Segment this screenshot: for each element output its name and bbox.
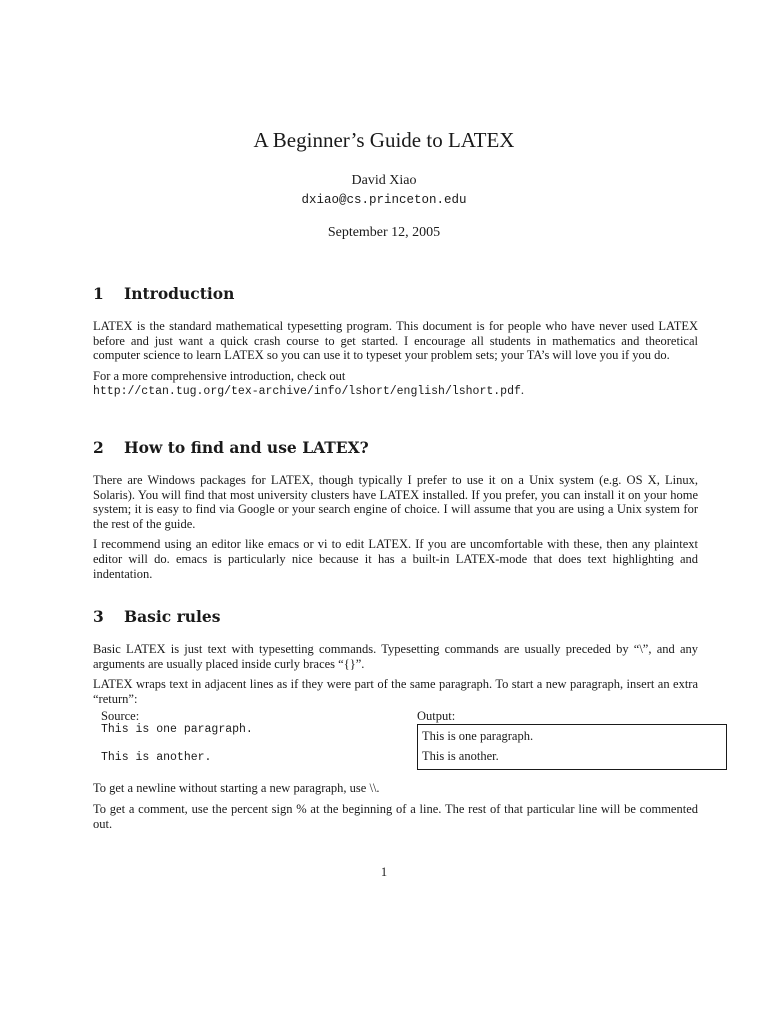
document-author: David Xiao: [351, 173, 417, 188]
section-basic-rules: [93, 607, 698, 831]
document-title: A Beginner’s Guide to LATEX: [253, 128, 515, 152]
section-number: 1: [93, 284, 104, 303]
section-how-to-find: [93, 438, 698, 581]
paragraph: LATEX wraps text in adjacent lines as if they were part of the same paragraph. To start a new paragraph, insert an extra “return”:: [93, 677, 698, 706]
paragraph: Basic LATEX is just text with typesetting commands. Typesetting commands are usually preceded by “\”, and any arguments are usually placed inside curly braces “{}”.: [93, 642, 698, 671]
paragraph: I recommend using an editor like emacs or vi to edit LATEX. If you are uncomfortable with these, then any plaintext editor will do. emacs is particularly nice because it has a built-in LATEX-mode that does text highlighting and indentation.: [93, 537, 698, 581]
output-column: [417, 709, 727, 770]
document-email: dxiao@cs.princeton.edu: [301, 193, 467, 207]
paragraph: To get a newline without starting a new paragraph, use \\.: [93, 781, 380, 796]
section-heading: [93, 438, 698, 457]
source-label: Source:: [101, 709, 140, 724]
paragraph: There are Windows packages for LATEX, though typically I prefer to use it on a Unix system (e.g. OS X, Linux, Solaris). You will find that most university clusters have LATEX installed. If you prefer, you can install it on your home system; it is easy to find via Google or your search engine of choice. I will assume that you are using a Unix system for the rest of the guide.: [93, 473, 698, 531]
output-box: [417, 724, 727, 770]
output-line: This is another.: [422, 749, 499, 764]
source-line: This is another.: [101, 751, 212, 765]
source-column: [101, 709, 401, 765]
source-line: [101, 737, 401, 751]
paragraph: To get a comment, use the percent sign % at the beginning of a line. The rest of that particular line will be commented out.: [93, 801, 698, 831]
paragraph: LATEX is the standard mathematical typesetting program. This document is for people who have never used LATEX before and just want a quick crash course to get started. I encourage all students in mathematics and theoretical computer science to learn LATEX so you can use it to typeset your problem sets; your TA’s will love you if you do.: [93, 319, 698, 363]
document-date: September 12, 2005: [327, 225, 441, 240]
section-number: 3: [93, 607, 104, 626]
section-title: Basic rules: [124, 607, 221, 626]
output-label: Output:: [417, 709, 456, 724]
section-heading: [93, 607, 698, 626]
paragraph: For a more comprehensive introduction, check out: [93, 368, 346, 383]
title-block: [0, 128, 768, 241]
lshort-link[interactable]: http://ctan.tug.org/tex-archive/info/lshort/english/lshort.pdf: [93, 385, 521, 399]
example-columns: [93, 709, 698, 765]
section-number: 2: [93, 438, 104, 457]
section-introduction: [93, 284, 698, 400]
section-title: How to find and use LATEX?: [124, 438, 369, 457]
section-title: Introduction: [124, 284, 235, 303]
page-number: 1: [380, 865, 388, 879]
link-line: http://ctan.tug.org/tex-archive/info/lshort/english/lshort.pdf.: [93, 383, 524, 399]
output-line: This is one paragraph.: [422, 729, 534, 744]
source-line: This is one paragraph.: [101, 723, 253, 737]
section-heading: [93, 284, 698, 303]
